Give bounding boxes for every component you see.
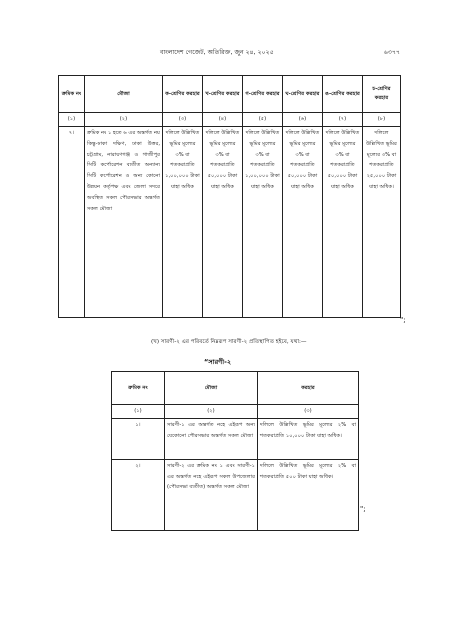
col-number: (৭): [323, 113, 363, 127]
table2-closing-quote: ";: [360, 505, 366, 513]
rate-gha: দলিলে উল্লিখিত ভূমির মূল্যের ৩% বা শতকরাপ্রতি ৫০,০০০ টাকা যাহা অধিক: [283, 127, 323, 318]
rate-ka: দলিলে উল্লিখিত ভূমির মূল্যের ৩% বা শতকরাপ্রতি ১,০০,০০০ টাকা যাহা অধিক: [163, 127, 203, 318]
col-header-serial: ক্রমিক নং: [59, 76, 85, 113]
rate-cha: দলিলে উল্লিখিত ভূমির মূল্যের ৩% বা শতকরাপ্রতি ২৫,০০০ টাকা যাহা অধিক।: [363, 127, 401, 318]
col-number: (১): [59, 113, 85, 127]
col-header-serial: ক্রমিক নং: [112, 372, 165, 405]
col-number: (৩): [258, 405, 359, 419]
amendment-note: (খ) সারণী-২ এর পরিবর্তে নিম্নরূপ সারণী-২ প্রতিস্থাপিত হইবে, যথা:—: [151, 339, 307, 345]
row-rate: দলিলে উল্লিখিত ভূমির মূল্যের ২% বা শতকরাপ্রতি ১০,০০০ টাকা যাহা অধিক।: [258, 419, 359, 460]
col-header-mouza: মৌজা: [85, 76, 163, 113]
rate-kha: দলিলে উল্লিখিত ভূমির মূল্যের ৩% বা শতকরাপ্রতি ৫০,০০০ টাকা যাহা অধিক: [203, 127, 243, 318]
row-mouza: সারণী-২ এর ক্রমিক নং ১ এবং সারণী-১ এর অন্তর্গত নহে এইরূপ সকল উপজেলার (পৌরসভা ব্যতীত) অন্তর্গত সকল মৌজা: [165, 460, 258, 531]
col-number: (২): [85, 113, 163, 127]
col-header-rate: করহার: [258, 372, 359, 405]
table-row: [112, 419, 359, 460]
row-mouza: ক্রমিক নং ১ হতে ৬ এর অন্তর্গত নয় কিন্তু-ঢাকা দক্ষিণ, ঢাকা উত্তর, চট্টগ্রাম, নারায়ণগঞ্জ ও গাজীপুর সিটি কর্পোরেশন ব্যতীত অন্যান্য সিটি কর্পোরেশন ও অন্য কোনো উন্নয়ন কর্তৃপক্ষ এবং জেলা সদরে অবস্থিত সকল পৌরসভার অন্তর্গত সকল মৌজা: [85, 127, 163, 318]
col-header-ka: ক-শ্রেণির করহার: [163, 76, 203, 113]
col-number: (৪): [203, 113, 243, 127]
row-serial: ৭।: [59, 127, 85, 318]
gazette-header-title: বাংলাদেশ গেজেট, অতিরিক্ত, জুন ২৪, ২০২৫: [160, 49, 274, 56]
col-number: (১): [112, 405, 165, 419]
table-row: [112, 460, 359, 531]
col-number: (৫): [243, 113, 283, 127]
table2-title: “সারণী-২: [204, 358, 232, 366]
col-header-gha: ঘ-শ্রেণির করহার: [283, 76, 323, 113]
col-number: (২): [165, 405, 258, 419]
table1-closing-quote: ";: [400, 316, 406, 324]
col-header-mouza: মৌজা: [165, 372, 258, 405]
row-mouza: সারণী-১ এর অন্তর্গত নহে এইরূপ অন্য যেকোনো পৌরসভার অন্তর্গত সকল মৌজা: [165, 419, 258, 460]
tax-rate-table-2: [111, 371, 359, 531]
row-serial: ২।: [112, 460, 165, 531]
col-header-nga: ঙ-শ্রেণির করহার: [323, 76, 363, 113]
col-header-kha: খ-শ্রেণির করহার: [203, 76, 243, 113]
row-rate: দলিলে উল্লিখিত ভূমির মূল্যের ২% বা শতকরাপ্রতি ৫০০ টাকা যাহা অধিক।: [258, 460, 359, 531]
col-number: (৬): [283, 113, 323, 127]
col-number: (৮): [363, 113, 401, 127]
col-header-ga: গ-শ্রেণির করহার: [243, 76, 283, 113]
col-header-cha: চ-শ্রেণির করহার: [363, 76, 401, 113]
col-number: (৩): [163, 113, 203, 127]
rate-nga: দলিলে উল্লিখিত ভূমির মূল্যের ৩% বা শতকরাপ্রতি ৫০,০০০ টাকা যাহা অধিক: [323, 127, 363, 318]
tax-rate-table-1: [58, 75, 401, 318]
table-row: [59, 127, 401, 318]
page-number: ৬৩৭৭: [383, 49, 400, 56]
row-serial: ১।: [112, 419, 165, 460]
rate-ga: দলিলে উল্লিখিত ভূমির মূল্যের ৩% বা শতকরাপ্রতি ১,০০,০০০ টাকা যাহা অধিক: [243, 127, 283, 318]
